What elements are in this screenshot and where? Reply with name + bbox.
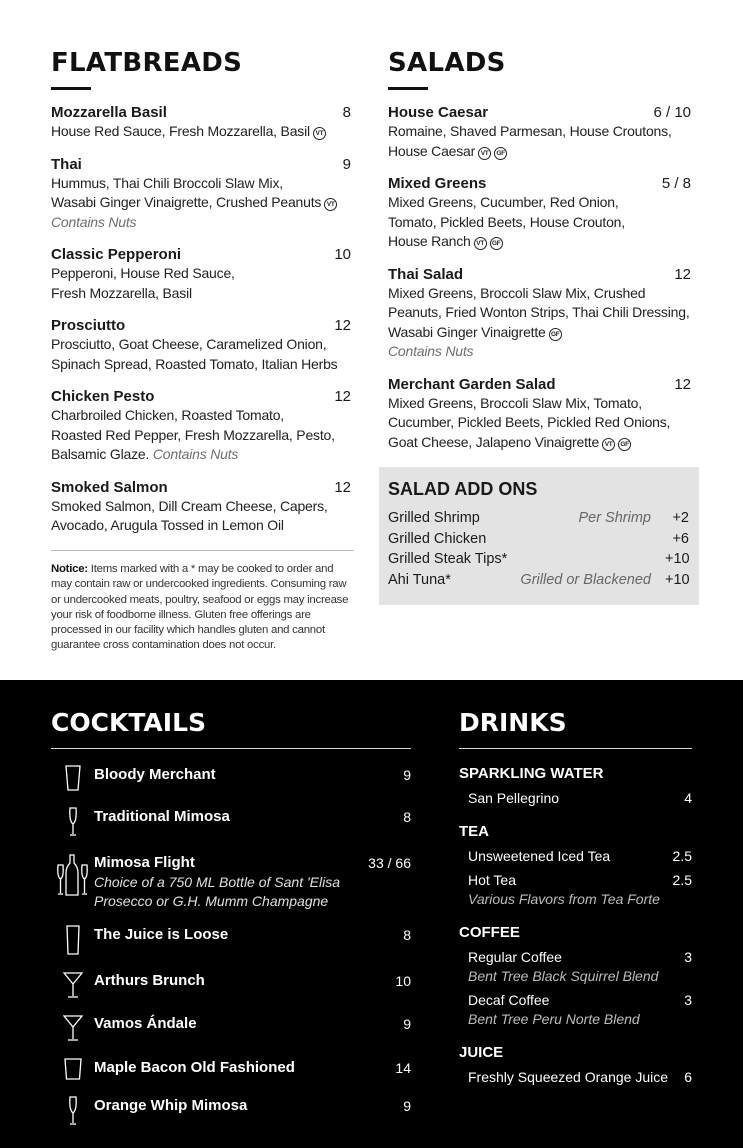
description-line: Mixed Greens, Broccoli Slaw Mix, Tomato, — [388, 394, 642, 411]
cocktail-name: Vamos Ándale — [94, 1015, 197, 1032]
flute-glass-icon — [51, 1096, 94, 1126]
addon-row — [388, 529, 689, 550]
description-line: Pepperoni, House Red Sauce, — [51, 265, 235, 281]
vegetarian-icon: VT — [313, 127, 326, 140]
menu-item-price: 12 — [334, 317, 351, 334]
cocktail-item — [51, 807, 411, 837]
menu-bottom-section — [0, 680, 743, 1148]
drink-note: Various Flavors from Tea Forte — [468, 891, 660, 907]
martini-glass-icon — [51, 1014, 94, 1042]
description-line: Mixed Greens, Broccoli Slaw Mix, Crushed — [388, 284, 646, 301]
menu-item-description — [51, 264, 351, 303]
drink-category: COFFEE — [459, 924, 520, 941]
description-line: Avocado, Arugula Tossed in Lemon Oil — [51, 517, 284, 533]
menu-item-price: 12 — [334, 388, 351, 405]
salad-addons-box — [379, 467, 699, 605]
menu-item-description — [388, 394, 691, 453]
description-line: Tomato, Pickled Beets, House Crouton, — [388, 213, 625, 230]
cocktail-name: Traditional Mimosa — [94, 808, 230, 825]
flute-glass-icon — [51, 807, 94, 837]
gluten-free-icon: GF — [490, 237, 503, 250]
addon-price: +2 — [672, 510, 689, 526]
cocktail-item — [51, 1014, 411, 1042]
cocktail-price: 10 — [395, 973, 411, 989]
martini-glass-icon — [51, 971, 94, 999]
drink-name: Unsweetened Iced Tea — [468, 848, 611, 864]
menu-item-header — [51, 245, 351, 264]
title-divider — [51, 748, 411, 749]
addon-note: Grilled or Blackened — [520, 572, 651, 589]
cocktail-item — [51, 971, 411, 999]
menu-item-header — [51, 155, 351, 174]
cocktails-list — [51, 765, 411, 1126]
flute-glass-icon — [68, 1096, 78, 1126]
contains-nuts-note: Contains Nuts — [388, 343, 474, 359]
cocktail-description: Prosecco or G.H. Mumm Champagne — [94, 893, 329, 909]
allergy-notice — [51, 550, 354, 654]
collins-glass-icon — [66, 925, 80, 955]
menu-item-name: Thai Salad — [388, 265, 464, 283]
vegetarian-icon: VT — [474, 237, 487, 250]
drink-name: Freshly Squeezed Orange Juice — [468, 1069, 668, 1085]
menu-item-name: Thai — [51, 155, 82, 173]
cocktail-description: Choice of a 750 ML Bottle of Sant 'Elisa — [94, 874, 341, 890]
menu-item-price: 6 / 10 — [653, 104, 691, 121]
description-line: Romaine, Shaved Parmesan, House Croutons, — [388, 123, 672, 139]
salads-section — [388, 48, 691, 465]
description-line: Mixed Greens, Cucumber, Red Onion, — [388, 194, 619, 210]
menu-item-name: Prosciutto — [51, 317, 126, 334]
cocktail-details — [94, 853, 368, 911]
vegetarian-icon: VT — [602, 438, 615, 451]
cocktail-price: 33 / 66 — [368, 855, 411, 871]
description-line: Peanuts, Fried Wonton Strips, Thai Chili Dressing, — [388, 304, 690, 320]
drink-name: Hot Tea — [468, 872, 516, 888]
menu-item-name: Chicken Pesto — [51, 388, 155, 405]
collins-glass-icon — [51, 925, 94, 955]
drinks-section — [459, 708, 692, 1087]
menu-item-price: 12 — [334, 478, 351, 496]
cocktail-details — [94, 1014, 403, 1034]
description-line: House Red Sauce, Fresh Mozzarella, Basil — [51, 123, 310, 139]
drinks-list — [459, 764, 692, 1087]
addon-name: Grilled Chicken — [388, 530, 487, 547]
menu-item-header — [388, 265, 691, 284]
cocktail-item — [51, 853, 411, 911]
flatbreads-list — [51, 103, 351, 536]
drink-item-header — [468, 1067, 692, 1087]
menu-item-price: 8 — [342, 104, 351, 121]
menu-item-name: Classic Pepperoni — [51, 246, 182, 263]
salads-title: SALADS — [388, 48, 506, 78]
menu-item-header — [51, 316, 351, 335]
gluten-free-icon: GF — [549, 328, 562, 341]
description-line: House Caesar — [388, 142, 476, 159]
drink-price: 2.5 — [672, 848, 692, 864]
description-line: Smoked Salmon, Dill Cream Cheese, Capers, — [51, 497, 328, 514]
addon-price: +6 — [672, 530, 689, 547]
drink-item — [459, 788, 692, 808]
menu-item-name: Mixed Greens — [388, 175, 487, 192]
menu-item — [51, 478, 351, 536]
flatbreads-section — [51, 48, 351, 549]
menu-item — [51, 155, 351, 233]
gluten-free-icon: GF — [494, 147, 507, 160]
cocktail-name: Bloody Merchant — [94, 766, 216, 783]
cocktail-name: Mimosa Flight — [94, 854, 195, 871]
drink-price: 6 — [684, 1069, 692, 1085]
drink-name: Regular Coffee — [468, 949, 562, 965]
menu-item-description — [388, 284, 691, 362]
drink-note: Bent Tree Peru Norte Blend — [468, 1011, 640, 1027]
menu-item-price: 5 / 8 — [661, 175, 691, 192]
title-underline — [51, 87, 91, 90]
cocktail-name: Maple Bacon Old Fashioned — [94, 1059, 295, 1076]
description-line: Wasabi Ginger Vinaigrette — [388, 323, 546, 340]
description-line: Charbroiled Chicken, Roasted Tomato, — [51, 407, 285, 423]
addon-name: Grilled Steak Tips* — [388, 551, 508, 568]
menu-item-header — [51, 103, 351, 122]
description-line: House Ranch — [388, 233, 471, 249]
menu-item-name: Smoked Salmon — [51, 478, 168, 496]
menu-item-description — [51, 174, 351, 233]
description-line: Wasabi Ginger Vinaigrette, Crushed Peanuts — [51, 194, 322, 210]
menu-item-description — [51, 497, 351, 536]
drink-item-header — [468, 788, 692, 808]
gluten-free-icon: GF — [618, 438, 631, 451]
cocktails-title: COCKTAILS — [51, 708, 207, 737]
description-line: Roasted Red Pepper, Fresh Mozzarella, Pesto, — [51, 426, 335, 443]
menu-item-name: Merchant Garden Salad — [388, 375, 556, 393]
vegetarian-icon: VT — [324, 198, 337, 211]
title-divider — [459, 748, 692, 749]
cocktail-name: The Juice is Loose — [94, 926, 229, 943]
menu-item-description — [51, 122, 351, 142]
drink-item — [459, 947, 692, 986]
cocktail-details — [94, 1058, 395, 1078]
menu-item-header — [51, 387, 351, 406]
drink-category: JUICE — [459, 1044, 504, 1061]
cocktail-price: 14 — [395, 1060, 411, 1076]
description-line: Prosciutto, Goat Cheese, Caramelized Onion, — [51, 336, 327, 352]
cocktail-item — [51, 765, 411, 791]
cocktail-item — [51, 1096, 411, 1126]
addon-note: Per Shrimp — [578, 510, 651, 526]
drink-item-header — [468, 846, 692, 866]
contains-nuts-note: Contains Nuts — [152, 446, 239, 462]
description-line: Spinach Spread, Roasted Tomato, Italian Herbs — [51, 355, 338, 372]
drink-item-header — [468, 990, 692, 1010]
rocks-glass-icon — [51, 1058, 94, 1080]
drink-item — [459, 990, 692, 1029]
menu-item — [51, 387, 351, 465]
notice-label: Notice: — [51, 563, 88, 575]
cocktail-name: Arthurs Brunch — [94, 972, 205, 989]
drink-item-header — [468, 947, 692, 967]
menu-item — [388, 103, 691, 161]
drink-item — [459, 870, 692, 909]
description-line: Goat Cheese, Jalapeno Vinaigrette — [388, 433, 600, 450]
notice-text: Items marked with a * may be cooked to order and may contain raw or undercooked ingredients. Consuming raw or undercooked meats, poultry, seafood or eggs may increase your risk of foodborne illness. Gluten free offerings are processed in our facility which handles gluten and cannot guarantee cross contamination does not occur. — [51, 563, 349, 652]
addons-title: SALAD ADD ONS — [388, 479, 538, 499]
menu-item-header — [51, 478, 351, 497]
addon-name: Grilled Shrimp — [388, 510, 480, 526]
drink-price: 3 — [684, 949, 692, 965]
menu-item-price: 9 — [342, 155, 351, 173]
menu-item — [388, 174, 691, 252]
salads-list — [388, 103, 691, 452]
drink-note: Bent Tree Black Squirrel Blend — [468, 968, 659, 984]
title-underline — [388, 87, 428, 90]
addon-row — [388, 570, 689, 591]
highball-glass-icon — [65, 765, 81, 791]
flute-glass-icon — [68, 807, 78, 837]
menu-item-price: 10 — [334, 246, 351, 263]
drink-item — [459, 1067, 692, 1087]
cocktail-price: 8 — [403, 927, 411, 943]
drink-name: San Pellegrino — [468, 790, 560, 806]
cocktail-name: Orange Whip Mimosa — [94, 1097, 248, 1114]
highball-glass-icon — [51, 765, 94, 791]
drink-name: Decaf Coffee — [468, 992, 550, 1008]
addon-price: +10 — [665, 572, 690, 589]
cocktail-price: 9 — [403, 767, 411, 783]
menu-item — [388, 375, 691, 453]
description-line: Fresh Mozzarella, Basil — [51, 284, 192, 301]
menu-item-name: House Caesar — [388, 104, 489, 121]
cocktail-details — [94, 971, 395, 991]
menu-item-description — [388, 122, 691, 161]
cocktail-details — [94, 925, 403, 945]
cocktail-details — [94, 807, 403, 827]
menu-item-price: 12 — [674, 375, 691, 393]
description-line: Balsamic Glaze. — [51, 446, 150, 462]
drink-category: TEA — [459, 823, 489, 840]
cocktail-price: 9 — [403, 1098, 411, 1114]
cocktail-details — [94, 765, 403, 785]
description-line: Hummus, Thai Chili Broccoli Slaw Mix, — [51, 174, 283, 191]
menu-item — [388, 265, 691, 362]
contains-nuts-note: Contains Nuts — [51, 213, 137, 230]
drinks-title: DRINKS — [459, 708, 567, 737]
bottle-and-flutes-icon — [51, 853, 94, 897]
menu-item-description — [51, 335, 351, 374]
description-line: Cucumber, Pickled Beets, Pickled Red Onions, — [388, 414, 671, 430]
drink-price: 3 — [684, 992, 692, 1008]
addon-name: Ahi Tuna* — [388, 572, 451, 589]
bottle-and-flutes-icon — [56, 853, 90, 897]
addon-row — [388, 549, 689, 570]
drink-item — [459, 846, 692, 866]
addon-row — [388, 508, 689, 529]
cocktail-item — [51, 925, 411, 955]
rocks-glass-icon — [64, 1058, 82, 1080]
menu-item-header — [388, 174, 691, 193]
menu-item-description — [388, 193, 691, 252]
martini-glass-icon — [63, 971, 83, 999]
cocktail-price: 9 — [403, 1016, 411, 1032]
drink-category: SPARKLING WATER — [459, 765, 604, 782]
menu-item-price: 12 — [674, 265, 691, 283]
cocktails-section — [51, 708, 411, 1126]
drink-price: 4 — [684, 790, 692, 806]
drink-item-header — [468, 870, 692, 890]
menu-item-name: Mozzarella Basil — [51, 104, 167, 121]
vegetarian-icon: VT — [478, 147, 491, 160]
drink-price: 2.5 — [672, 872, 692, 888]
addon-price: +10 — [665, 551, 690, 568]
menu-item — [51, 316, 351, 374]
cocktail-price: 8 — [403, 809, 411, 825]
menu-item — [51, 245, 351, 303]
flatbreads-title: FLATBREADS — [51, 48, 243, 78]
cocktail-details — [94, 1096, 403, 1116]
menu-item-header — [388, 375, 691, 394]
addons-list — [388, 508, 689, 591]
martini-glass-icon — [63, 1014, 83, 1042]
cocktail-item — [51, 1058, 411, 1080]
menu-item — [51, 103, 351, 142]
menu-item-header — [388, 103, 691, 122]
menu-item-description — [51, 406, 351, 465]
